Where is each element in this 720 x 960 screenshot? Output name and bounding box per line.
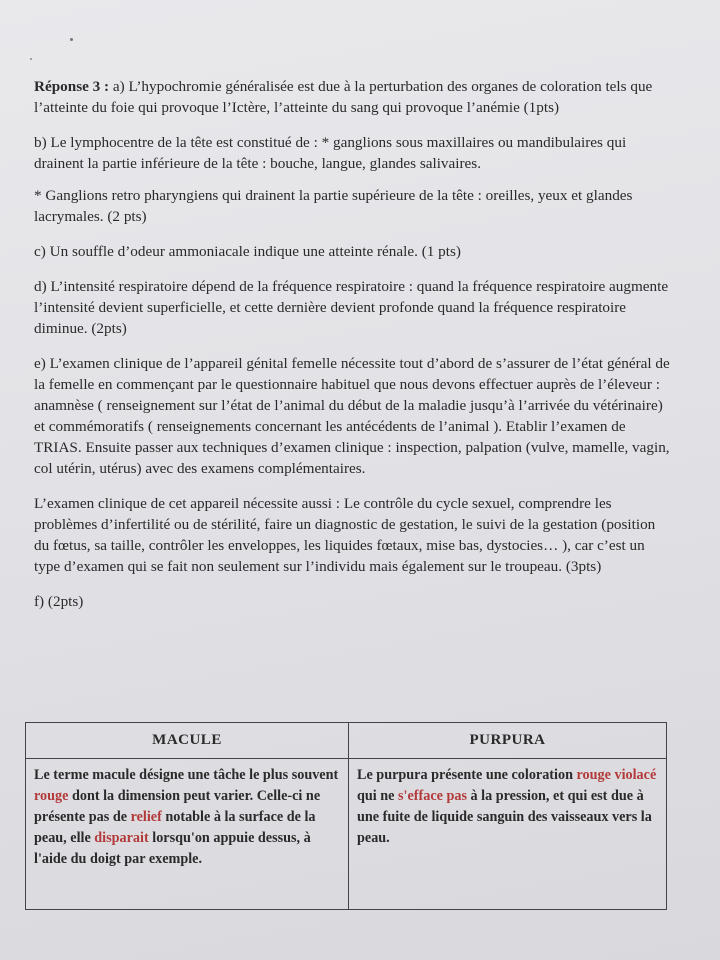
highlight-text: relief xyxy=(130,809,162,825)
paragraph-a xyxy=(34,76,674,118)
highlight-text: rouge violacé xyxy=(576,767,657,783)
paragraph-b: b) Le lymphocentre de la tête est constitué de : * ganglions sous maxillaires ou mandibulaires qui drainent la partie inférieure de la tête : bouche, langue, glandes salivaires. xyxy=(34,134,627,172)
paragraph-c: c) Un souffle d’odeur ammoniacale indique une atteinte rénale. (1 pts) xyxy=(34,243,461,260)
highlight-text: s'efface pas xyxy=(398,788,467,804)
cell-text: notable à la surface de la peau, elle xyxy=(34,809,316,846)
stray-mark xyxy=(30,58,32,60)
cell-text: dont la dimension peut varier. Celle-ci ne présente pas de xyxy=(34,788,321,825)
highlight-text: rouge xyxy=(34,788,69,804)
cell-text: Le terme macule désigne une tâche le plus souvent xyxy=(34,767,339,783)
answer-label: Réponse 3 : xyxy=(34,78,110,95)
cell-text: à la pression, et qui est due à une fuite de liquide sanguin des vaisseaux vers la peau. xyxy=(357,788,652,846)
paragraph-a-text: a) L’hypochromie généralisée est due à la perturbation des organes de coloration tels que l’atteinte du foie qui provoque l’Ictère, l’atteinte du sang qui provoque l’anémie (1pts) xyxy=(34,78,653,116)
paragraph-f: f) (2pts) xyxy=(34,593,84,610)
paragraph-d: d) L’intensité respiratoire dépend de la fréquence respiratoire : quand la fréquence respiratoire augmente l’intensité devient superficielle, et cette dernière devient profonde quand la fréquence respiratoire diminue. (2pts) xyxy=(34,278,669,337)
cell-text: Le purpura présente une coloration xyxy=(357,767,577,783)
table-cell-macule xyxy=(26,759,349,909)
stray-mark xyxy=(70,38,73,41)
paragraph-e2: L’examen clinique de cet appareil nécessite aussi : Le contrôle du cycle sexuel, comprendre les problèmes d’infertilité ou de stérilité, faire un diagnostic de gestation, le suivi de la gestation (position du fœtus, sa taille, contrôler les enveloppes, les liquides fœtaux, mise bas, dystocies… ), car c’est un type d’examen qui se fait non seulement sur l’individu mais également sur le troupeau. (3pts) xyxy=(34,495,656,575)
table-header-macule: MACULE xyxy=(26,723,349,759)
paragraph-b2: * Ganglions retro pharyngiens qui drainent la partie supérieure de la tête : oreilles, yeux et glandes lacrymales. (2 pts) xyxy=(34,187,633,225)
table-cell-purpura xyxy=(349,759,666,909)
cell-text: qui ne xyxy=(357,788,399,804)
paragraph-e: e) L’examen clinique de l’appareil génital femelle nécessite tout d’abord de s’assurer de l’état général de la femelle en commençant par le questionnaire habituel que nous devons effectuer auprès de l’éleveur : anamnèse ( renseignement sur l’état de l’animal du début de la maladie jusqu’à l’arrivée du vétérinaire) et commémoratifs ( renseignements concernant les antécédents de l’animal ). Etablir l’examen de TRIAS. Ensuite passer aux techniques d’examen clinique : inspection, palpation (vulve, mamelle, vagin, col utérin, utérus) avec des examens complémentaires. xyxy=(34,355,670,477)
highlight-text: disparait xyxy=(94,830,149,846)
table-header-purpura: PURPURA xyxy=(349,723,666,759)
cell-text: lorsqu'on appuie dessus, à l'aide du doigt par exemple. xyxy=(34,830,311,867)
comparison-table xyxy=(25,722,667,910)
answer-text xyxy=(34,76,674,626)
